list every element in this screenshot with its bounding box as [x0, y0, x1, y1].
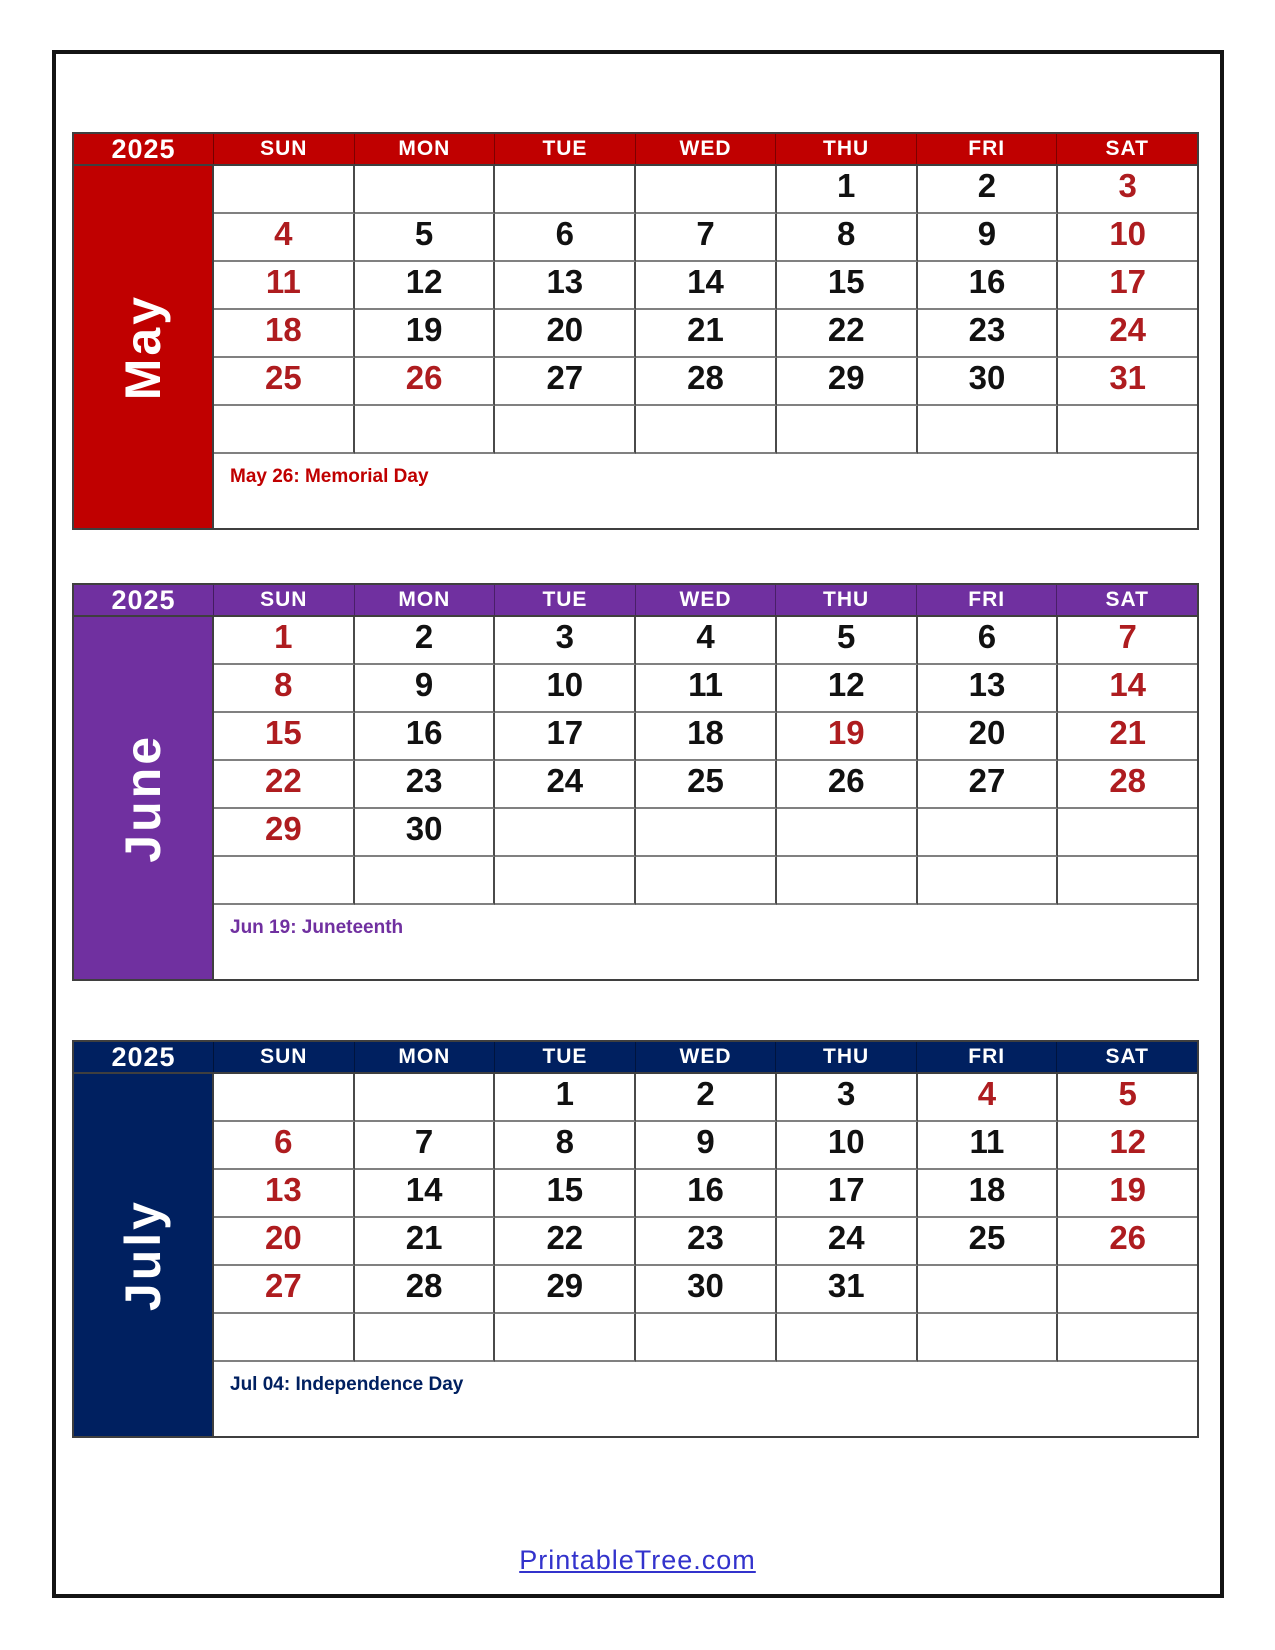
weekday-header: SAT: [1105, 137, 1149, 160]
day-cell: 28: [636, 358, 777, 406]
day-cell: 16: [355, 713, 496, 761]
day-cell: 8: [777, 214, 918, 262]
empty-day-cell: [918, 809, 1059, 857]
week-row: [214, 809, 1197, 857]
year-label: 2025: [74, 134, 214, 164]
empty-day-cell: [1058, 406, 1197, 454]
year-label: 2025: [74, 585, 214, 615]
week-row: [214, 665, 1197, 713]
day-cell: 28: [1058, 761, 1197, 809]
day-cell: 28: [355, 1266, 496, 1314]
empty-day-cell: [214, 166, 355, 214]
weekday-header: SUN: [214, 134, 355, 164]
day-cell: 10: [777, 1122, 918, 1170]
date-grid: [214, 1074, 1197, 1436]
week-row: [214, 262, 1197, 310]
day-cell: 9: [636, 1122, 777, 1170]
day-cell: 14: [636, 262, 777, 310]
weekday-header: SAT: [1105, 1045, 1149, 1068]
week-row: [214, 617, 1197, 665]
day-cell: 17: [495, 713, 636, 761]
empty-day-cell: [1058, 1266, 1197, 1314]
weekday-header: WED: [636, 134, 777, 164]
week-row: [214, 1122, 1197, 1170]
weekday-header: WED: [636, 1042, 777, 1072]
date-grid: [214, 617, 1197, 979]
day-cell: 21: [1058, 713, 1197, 761]
day-cell: 19: [1058, 1170, 1197, 1218]
day-cell: 30: [355, 809, 496, 857]
week-row: [214, 310, 1197, 358]
empty-day-cell: [355, 1074, 496, 1122]
month-name: July: [115, 1198, 171, 1312]
day-cell: 21: [636, 310, 777, 358]
day-cell: 18: [214, 310, 355, 358]
year-label: 2025: [74, 1042, 214, 1072]
day-cell: 5: [777, 617, 918, 665]
weekday-header: THU: [776, 1042, 917, 1072]
weekday-header: SUN: [214, 1042, 355, 1072]
weekday-header: THU: [776, 134, 917, 164]
day-cell: 4: [214, 214, 355, 262]
day-cell: 16: [918, 262, 1059, 310]
day-cell: 22: [495, 1218, 636, 1266]
empty-day-cell: [777, 857, 918, 905]
empty-day-cell: [214, 857, 355, 905]
week-row: [214, 406, 1197, 454]
day-cell: 20: [495, 310, 636, 358]
calendar-body: [74, 166, 1197, 528]
weekday-header: SAT: [1105, 588, 1149, 611]
day-cell: 22: [777, 310, 918, 358]
holiday-note: Jul 04: Independence Day: [230, 1374, 464, 1395]
empty-day-cell: [495, 166, 636, 214]
day-cell: 4: [636, 617, 777, 665]
empty-day-cell: [214, 1074, 355, 1122]
empty-day-cell: [495, 809, 636, 857]
day-cell: 29: [495, 1266, 636, 1314]
day-cell: 27: [214, 1266, 355, 1314]
empty-day-cell: [777, 1314, 918, 1362]
day-cell: 24: [1058, 310, 1197, 358]
day-cell: 7: [636, 214, 777, 262]
day-cell: 8: [214, 665, 355, 713]
empty-day-cell: [495, 1314, 636, 1362]
empty-day-cell: [918, 1266, 1059, 1314]
day-cell: 3: [777, 1074, 918, 1122]
day-cell: 5: [355, 214, 496, 262]
day-cell: 20: [214, 1218, 355, 1266]
day-cell: 25: [636, 761, 777, 809]
day-cell: 18: [636, 713, 777, 761]
calendar-july: [72, 1040, 1199, 1438]
empty-day-cell: [355, 166, 496, 214]
day-cell: 30: [918, 358, 1059, 406]
weekday-header: THU: [776, 585, 917, 615]
empty-day-cell: [355, 1314, 496, 1362]
holiday-note: May 26: Memorial Day: [230, 466, 429, 487]
empty-day-cell: [777, 809, 918, 857]
date-grid: [214, 166, 1197, 528]
day-cell: 25: [214, 358, 355, 406]
day-cell: 2: [636, 1074, 777, 1122]
week-row: [214, 1266, 1197, 1314]
empty-day-cell: [495, 857, 636, 905]
day-cell: 25: [918, 1218, 1059, 1266]
week-row: [214, 1218, 1197, 1266]
day-cell: 30: [636, 1266, 777, 1314]
day-cell: 11: [918, 1122, 1059, 1170]
day-cell: 10: [495, 665, 636, 713]
weekday-header: MON: [355, 134, 496, 164]
day-cell: 2: [918, 166, 1059, 214]
day-cell: 7: [1058, 617, 1197, 665]
day-cell: 14: [355, 1170, 496, 1218]
empty-day-cell: [636, 857, 777, 905]
month-sidebar: [74, 1074, 214, 1436]
weekday-header: WED: [636, 585, 777, 615]
day-cell: 12: [355, 262, 496, 310]
day-cell: 9: [355, 665, 496, 713]
month-name: June: [115, 733, 171, 863]
day-cell: 20: [918, 713, 1059, 761]
page-footer: [0, 1545, 1275, 1576]
week-row: [214, 358, 1197, 406]
day-cell: 26: [355, 358, 496, 406]
day-cell: 29: [777, 358, 918, 406]
weekday-header: SUN: [214, 585, 355, 615]
day-cell: 22: [214, 761, 355, 809]
empty-day-cell: [777, 406, 918, 454]
month-sidebar: [74, 166, 214, 528]
day-cell: 7: [355, 1122, 496, 1170]
empty-day-cell: [355, 406, 496, 454]
day-cell: 26: [777, 761, 918, 809]
weekday-header: FRI: [917, 1042, 1058, 1072]
day-cell: 16: [636, 1170, 777, 1218]
day-cell: 19: [355, 310, 496, 358]
empty-day-cell: [1058, 809, 1197, 857]
weekday-header: MON: [355, 1042, 496, 1072]
day-cell: 12: [777, 665, 918, 713]
empty-day-cell: [495, 406, 636, 454]
calendar-june: [72, 583, 1199, 981]
day-cell: 24: [495, 761, 636, 809]
day-cell: 6: [214, 1122, 355, 1170]
day-cell: 8: [495, 1122, 636, 1170]
day-cell: 23: [355, 761, 496, 809]
empty-day-cell: [636, 1314, 777, 1362]
empty-day-cell: [1058, 1314, 1197, 1362]
empty-day-cell: [636, 166, 777, 214]
calendar-body: [74, 1074, 1197, 1436]
day-cell: 11: [636, 665, 777, 713]
day-cell: 13: [918, 665, 1059, 713]
week-row: [214, 761, 1197, 809]
day-cell: 1: [495, 1074, 636, 1122]
day-cell: 1: [777, 166, 918, 214]
day-cell: 3: [1058, 166, 1197, 214]
day-cell: 2: [355, 617, 496, 665]
day-cell: 13: [214, 1170, 355, 1218]
day-cell: 12: [1058, 1122, 1197, 1170]
week-row: [214, 1074, 1197, 1122]
day-cell: 1: [214, 617, 355, 665]
empty-day-cell: [214, 406, 355, 454]
day-cell: 11: [214, 262, 355, 310]
day-cell: 13: [495, 262, 636, 310]
day-cell: 27: [495, 358, 636, 406]
calendar-header-row: [74, 1042, 1197, 1074]
day-cell: 17: [777, 1170, 918, 1218]
day-cell: 15: [777, 262, 918, 310]
calendar-header-row: [74, 585, 1197, 617]
week-row: [214, 214, 1197, 262]
day-cell: 3: [495, 617, 636, 665]
month-name: May: [115, 293, 171, 401]
day-cell: 9: [918, 214, 1059, 262]
footer-link[interactable]: PrintableTree.com: [519, 1545, 756, 1575]
calendar-body: [74, 617, 1197, 979]
holiday-note: Jun 19: Juneteenth: [230, 917, 404, 938]
day-cell: 14: [1058, 665, 1197, 713]
empty-day-cell: [918, 857, 1059, 905]
day-cell: 4: [918, 1074, 1059, 1122]
empty-day-cell: [636, 809, 777, 857]
day-cell: 15: [214, 713, 355, 761]
week-row: [214, 166, 1197, 214]
day-cell: 17: [1058, 262, 1197, 310]
day-cell: 18: [918, 1170, 1059, 1218]
weekday-header: MON: [355, 585, 496, 615]
day-cell: 31: [1058, 358, 1197, 406]
day-cell: 26: [1058, 1218, 1197, 1266]
weekday-header: TUE: [495, 134, 636, 164]
day-cell: 27: [918, 761, 1059, 809]
day-cell: 23: [636, 1218, 777, 1266]
day-cell: 10: [1058, 214, 1197, 262]
day-cell: 29: [214, 809, 355, 857]
week-row: [214, 1170, 1197, 1218]
day-cell: 6: [495, 214, 636, 262]
day-cell: 31: [777, 1266, 918, 1314]
calendar-header-row: [74, 134, 1197, 166]
day-cell: 6: [918, 617, 1059, 665]
calendar-may: [72, 132, 1199, 530]
month-sidebar: [74, 617, 214, 979]
day-cell: 5: [1058, 1074, 1197, 1122]
day-cell: 21: [355, 1218, 496, 1266]
empty-day-cell: [1058, 857, 1197, 905]
week-row: [214, 713, 1197, 761]
weekday-header: FRI: [917, 134, 1058, 164]
week-row: [214, 857, 1197, 905]
empty-day-cell: [355, 857, 496, 905]
day-cell: 19: [777, 713, 918, 761]
weekday-header: TUE: [495, 1042, 636, 1072]
week-row: [214, 1314, 1197, 1362]
empty-day-cell: [636, 406, 777, 454]
empty-day-cell: [214, 1314, 355, 1362]
day-cell: 23: [918, 310, 1059, 358]
empty-day-cell: [918, 1314, 1059, 1362]
weekday-header: TUE: [495, 585, 636, 615]
weekday-header: FRI: [917, 585, 1058, 615]
empty-day-cell: [918, 406, 1059, 454]
day-cell: 24: [777, 1218, 918, 1266]
day-cell: 15: [495, 1170, 636, 1218]
